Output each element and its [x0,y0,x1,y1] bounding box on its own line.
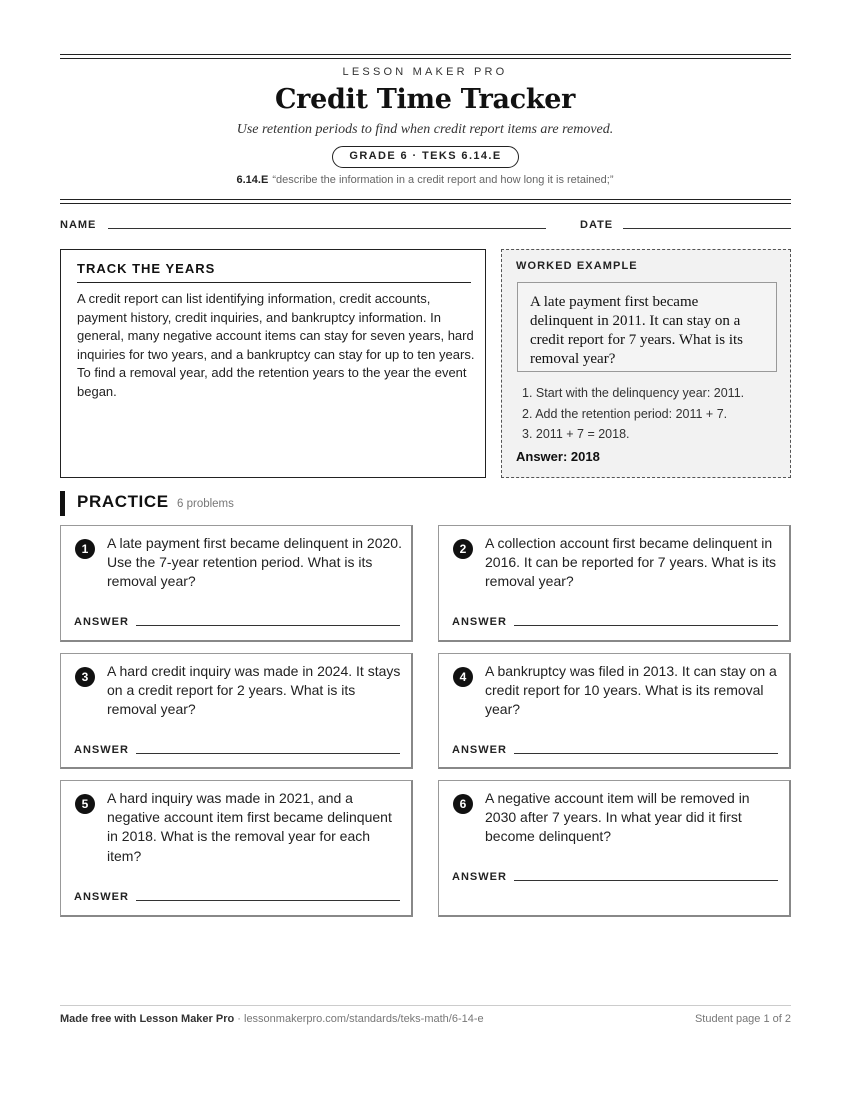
answer-field[interactable] [514,880,778,881]
footer-page-number: Student page 1 of 2 [694,1013,791,1025]
footer-url[interactable]: · lessonmakerpro.com/standards/teks-math/6-14-e [234,1013,484,1025]
problem-number: 1 [75,539,95,559]
problem-text: A hard credit inquiry was made in 2024. It stays on a credit report for 2 years. What is its removal year? [107,663,401,718]
problem-number: 2 [453,539,473,559]
problem-number: 3 [75,667,95,687]
problem-card-4 [438,653,791,769]
problem-card-1 [60,525,413,642]
example-step: 1. Start with the delinquency year: 2011. [522,386,745,400]
practice-title: PRACTICE [77,492,169,511]
track-the-years-panel [60,249,486,478]
footer-credit [60,1013,484,1025]
example-title: WORKED EXAMPLE [516,260,638,272]
standard-line [0,174,850,186]
header-top-rule-inner [60,58,791,59]
name-field[interactable] [108,228,546,229]
problem-card-6 [438,780,791,917]
problem-number: 5 [75,794,95,814]
answer-field[interactable] [514,625,778,626]
answer-field[interactable] [136,625,400,626]
problem-text: A bankruptcy was filed in 2013. It can stay on a credit report for 10 years. What is its removal year? [485,663,777,718]
header-bottom-rule-inner [60,203,791,204]
grade-badge: GRADE 6 · TEKS 6.14.E [332,146,519,168]
answer-label: ANSWER [452,871,507,883]
answer-label: ANSWER [452,744,507,756]
example-answer: Answer: 2018 [516,449,600,464]
problem-number: 6 [453,794,473,814]
problem-text: A collection account first became delinquent in 2016. It can be reported for 7 years. What is its removal year? [485,535,777,590]
answer-label: ANSWER [452,616,507,628]
example-problem: A late payment first became delinquent in 2011. It can stay on a credit report for 7 years. What is its removal year? [517,282,777,372]
brand-name: LESSON MAKER PRO [342,66,508,78]
example-step: 3. 2011 + 7 = 2018. [522,427,630,441]
problem-card-5 [60,780,413,917]
answer-field[interactable] [136,900,400,901]
answer-label: ANSWER [74,744,129,756]
problem-card-2 [438,525,791,642]
practice-count: 6 problems [177,498,234,510]
worked-example-panel [501,249,791,478]
practice-accent-bar [60,491,65,516]
page-title: Credit Time Tracker [274,84,576,115]
answer-label: ANSWER [74,616,129,628]
track-title-rule [77,282,471,283]
track-text: A credit report can list identifying information, credit accounts, payment history, credit inquiries, and bankruptcy information. In general, many negative account items can stay for seven years, hard inquiries for two years, and a bankruptcy can stay for up to ten years. To find a removal year, add the retention years to the year the event began. [77,291,475,399]
track-title: TRACK THE YEARS [77,261,216,276]
date-field[interactable] [623,228,791,229]
standard-code: 6.14.E [236,174,269,186]
problem-card-3 [60,653,413,769]
answer-label: ANSWER [74,891,129,903]
problem-text: A hard inquiry was made in 2021, and a negative account item first became delinquent in 2018. What is the removal year for each item? [107,790,392,864]
problem-number: 4 [453,667,473,687]
standard-text: “describe the information in a credit report and how long it is retained;” [272,174,614,186]
date-label: DATE [580,219,614,231]
problem-text: A negative account item will be removed in 2030 after 7 years. In what year did it first become delinquent? [485,790,750,845]
name-label: NAME [60,219,97,231]
page-subtitle: Use retention periods to find when credit report items are removed. [236,122,614,137]
problem-text: A late payment first became delinquent in 2020. Use the 7-year retention period. What is its removal year? [107,535,402,590]
header-top-rule [60,54,791,55]
footer-rule [60,1005,791,1006]
header-bottom-rule [60,199,791,200]
answer-field[interactable] [136,753,400,754]
answer-field[interactable] [514,753,778,754]
example-step: 2. Add the retention period: 2011 + 7. [522,406,728,421]
footer-made-with: Made free with Lesson Maker Pro [60,1013,235,1025]
example-steps [522,383,784,445]
